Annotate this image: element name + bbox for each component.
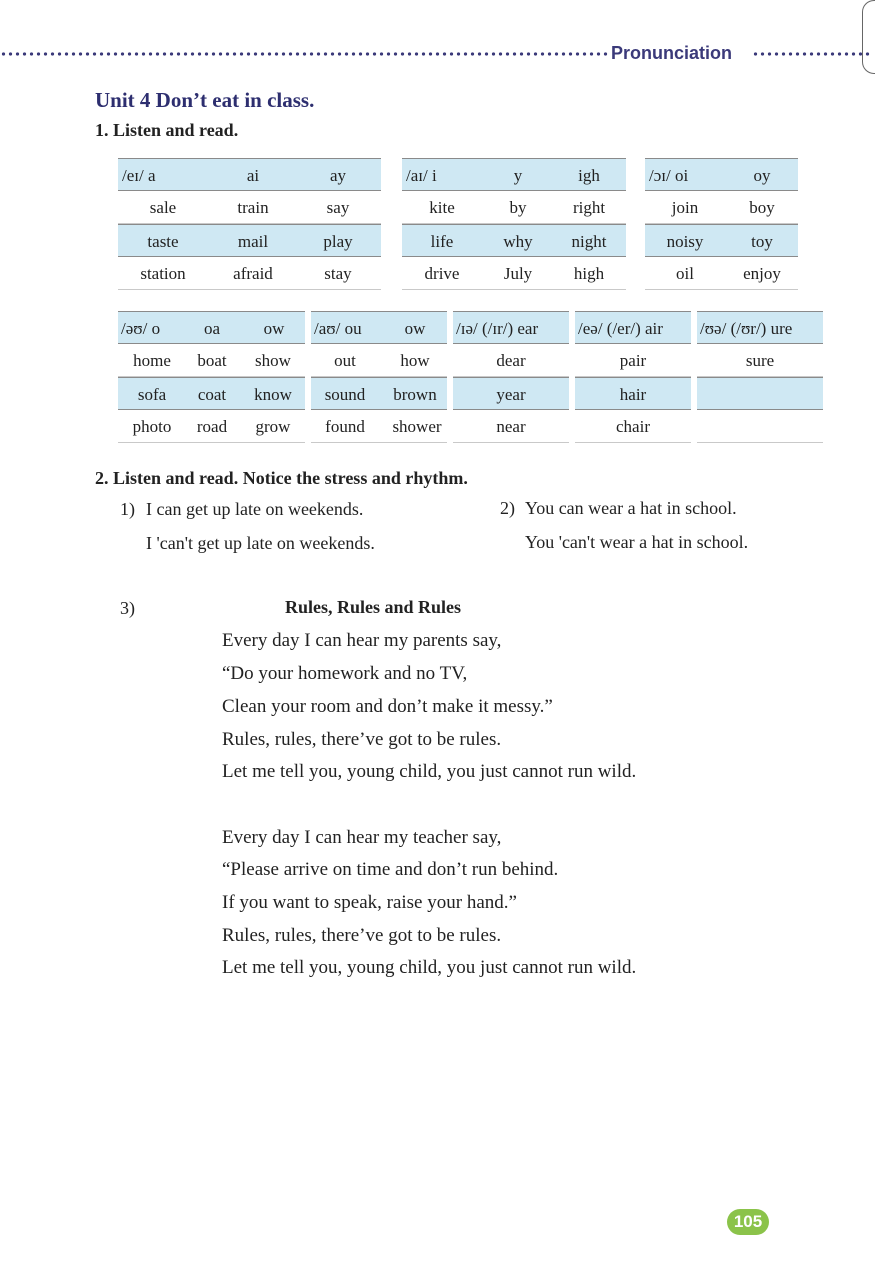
table-header-row bbox=[645, 158, 798, 191]
poem-line: Let me tell you, young child, you just cannot run wild. bbox=[222, 761, 637, 782]
table-header-row bbox=[118, 158, 381, 191]
section-2-title: 2. Listen and read. Notice the stress and rhythm. bbox=[95, 468, 468, 488]
table-row bbox=[311, 344, 447, 377]
table-head-cell: ow bbox=[404, 319, 426, 338]
table-cell: July bbox=[503, 264, 533, 283]
exercise-2-line-2: You 'can't wear a hat in school. bbox=[525, 532, 749, 552]
table-cell: how bbox=[400, 351, 430, 370]
table-cell: year bbox=[496, 385, 526, 404]
table-cell: boat bbox=[197, 351, 227, 370]
table-cell: stay bbox=[324, 264, 352, 283]
table-cell: shower bbox=[392, 417, 442, 436]
exercise-2-line-1: You can wear a hat in school. bbox=[525, 498, 737, 518]
table-header-row bbox=[311, 311, 447, 344]
table-cell: say bbox=[326, 198, 350, 217]
table-cell: kite bbox=[429, 198, 455, 217]
table-cell: mail bbox=[237, 232, 269, 251]
table-row bbox=[645, 224, 798, 257]
phonics-table-oi bbox=[645, 158, 798, 290]
table-cell: sofa bbox=[137, 385, 167, 404]
unit-title: Unit 4 Don’t eat in class. bbox=[95, 88, 315, 112]
table-header-row bbox=[575, 311, 691, 344]
table-row bbox=[118, 410, 305, 443]
table-cell: found bbox=[325, 417, 365, 436]
table-head-cell: /aɪ/ i bbox=[406, 166, 437, 185]
table-cell: hair bbox=[619, 385, 647, 404]
table-cell: pair bbox=[619, 351, 647, 370]
poem-line: “Please arrive on time and don’t run behind. bbox=[222, 859, 559, 880]
table-head-cell: /aʊ/ ou bbox=[314, 319, 362, 338]
phonics-table-ear bbox=[453, 311, 569, 443]
exercise-1-line-1: I can get up late on weekends. bbox=[146, 499, 364, 519]
table-cell: photo bbox=[132, 417, 172, 436]
table-cell: home bbox=[133, 351, 171, 370]
table-head-cell: ay bbox=[329, 166, 347, 185]
table-cell: oil bbox=[676, 264, 694, 283]
phonics-table-air bbox=[575, 311, 691, 443]
poem-line: Clean your room and don’t make it messy.” bbox=[222, 696, 553, 717]
table-cell: taste bbox=[147, 232, 179, 251]
table-row bbox=[575, 344, 691, 377]
table-header-row bbox=[453, 311, 569, 344]
table-cell: near bbox=[496, 417, 526, 436]
table-cell: play bbox=[323, 232, 353, 251]
table-cell: by bbox=[509, 198, 527, 217]
table-cell: dear bbox=[496, 351, 526, 370]
table-cell: sound bbox=[324, 385, 366, 404]
table-head-cell: ai bbox=[246, 166, 260, 185]
poem-line: Let me tell you, young child, you just cannot run wild. bbox=[222, 957, 637, 978]
table-row bbox=[118, 377, 305, 410]
table-header-row bbox=[402, 158, 626, 191]
table-header-row bbox=[697, 311, 823, 344]
table-cell: out bbox=[334, 351, 356, 370]
table-row bbox=[697, 410, 823, 443]
table-head-cell: /eə/ (/er/) air bbox=[578, 319, 663, 338]
table-head-cell: /əʊ/ o bbox=[121, 319, 161, 338]
table-cell: road bbox=[196, 417, 228, 436]
table-row bbox=[402, 224, 626, 257]
table-head-cell: /ʊə/ (/ʊr/) ure bbox=[700, 319, 793, 338]
poem-title: Rules, Rules and Rules bbox=[285, 597, 462, 617]
header-dotted-rule bbox=[0, 51, 608, 57]
table-row bbox=[402, 257, 626, 290]
table-cell: high bbox=[573, 264, 605, 283]
table-head-cell: oy bbox=[753, 166, 771, 185]
table-cell: why bbox=[503, 232, 533, 251]
exercise-1-line-2: I 'can't get up late on weekends. bbox=[146, 533, 375, 553]
table-row bbox=[311, 377, 447, 410]
table-cell: drive bbox=[424, 264, 460, 283]
exercise-3-number: 3) bbox=[120, 598, 135, 618]
page-edge-tab bbox=[862, 0, 875, 74]
table-row bbox=[118, 257, 381, 290]
table-cell: afraid bbox=[233, 264, 273, 283]
table-header-row bbox=[118, 311, 305, 344]
table-head-cell: ow bbox=[263, 319, 285, 338]
table-cell: right bbox=[572, 198, 606, 217]
table-cell: train bbox=[237, 198, 269, 217]
poem-line: If you want to speak, raise your hand.” bbox=[222, 892, 517, 913]
table-head-cell: /ɔɪ/ oi bbox=[649, 166, 689, 185]
table-cell: boy bbox=[749, 198, 775, 217]
exercise-1-number: 1) bbox=[120, 499, 135, 519]
table-cell: enjoy bbox=[743, 264, 781, 283]
poem-line: Rules, rules, there’ve got to be rules. bbox=[222, 729, 502, 750]
table-head-cell: oa bbox=[203, 319, 221, 338]
table-head-cell: /eɪ/ a bbox=[122, 166, 156, 185]
table-row bbox=[453, 344, 569, 377]
table-row bbox=[645, 257, 798, 290]
table-cell: toy bbox=[751, 232, 773, 251]
table-cell: night bbox=[571, 232, 607, 251]
table-row bbox=[697, 344, 823, 377]
exercise-2-number: 2) bbox=[500, 498, 515, 518]
section-1-title: 1. Listen and read. bbox=[95, 120, 239, 140]
table-cell: noisy bbox=[666, 232, 704, 251]
table-row bbox=[453, 377, 569, 410]
table-cell: chair bbox=[616, 417, 650, 436]
table-cell: sure bbox=[745, 351, 775, 370]
page-number: 105 bbox=[727, 1209, 769, 1235]
table-cell: show bbox=[255, 351, 291, 370]
section-header: Pronunciation bbox=[611, 43, 732, 63]
table-row bbox=[118, 191, 381, 224]
table-cell: join bbox=[671, 198, 699, 217]
table-head-cell: /ɪə/ (/ɪr/) ear bbox=[456, 319, 539, 338]
table-cell: know bbox=[254, 385, 292, 404]
table-cell: grow bbox=[255, 417, 291, 436]
table-row bbox=[311, 410, 447, 443]
table-row bbox=[575, 410, 691, 443]
table-cell: station bbox=[140, 264, 186, 283]
table-cell: life bbox=[430, 232, 454, 251]
table-row bbox=[645, 191, 798, 224]
phonics-table-ure bbox=[697, 311, 823, 443]
table-cell: sale bbox=[149, 198, 177, 217]
phonics-table-ei bbox=[118, 158, 381, 290]
table-cell: brown bbox=[393, 385, 437, 404]
phonics-table-ai bbox=[402, 158, 626, 290]
table-row bbox=[118, 224, 381, 257]
table-row bbox=[697, 377, 823, 410]
table-row bbox=[402, 191, 626, 224]
table-row bbox=[118, 344, 305, 377]
table-head-cell: y bbox=[513, 166, 523, 185]
phonics-table-au bbox=[311, 311, 447, 443]
poem-line: Every day I can hear my teacher say, bbox=[222, 827, 502, 848]
phonics-table-ou-o bbox=[118, 311, 305, 443]
header-dotted-rule-right bbox=[752, 51, 870, 57]
table-cell: coat bbox=[197, 385, 227, 404]
table-row bbox=[453, 410, 569, 443]
poem-line: Every day I can hear my parents say, bbox=[222, 630, 502, 651]
table-head-cell: igh bbox=[578, 166, 600, 185]
poem-line: “Do your homework and no TV, bbox=[222, 663, 468, 684]
table-row bbox=[575, 377, 691, 410]
poem-line: Rules, rules, there’ve got to be rules. bbox=[222, 925, 502, 946]
